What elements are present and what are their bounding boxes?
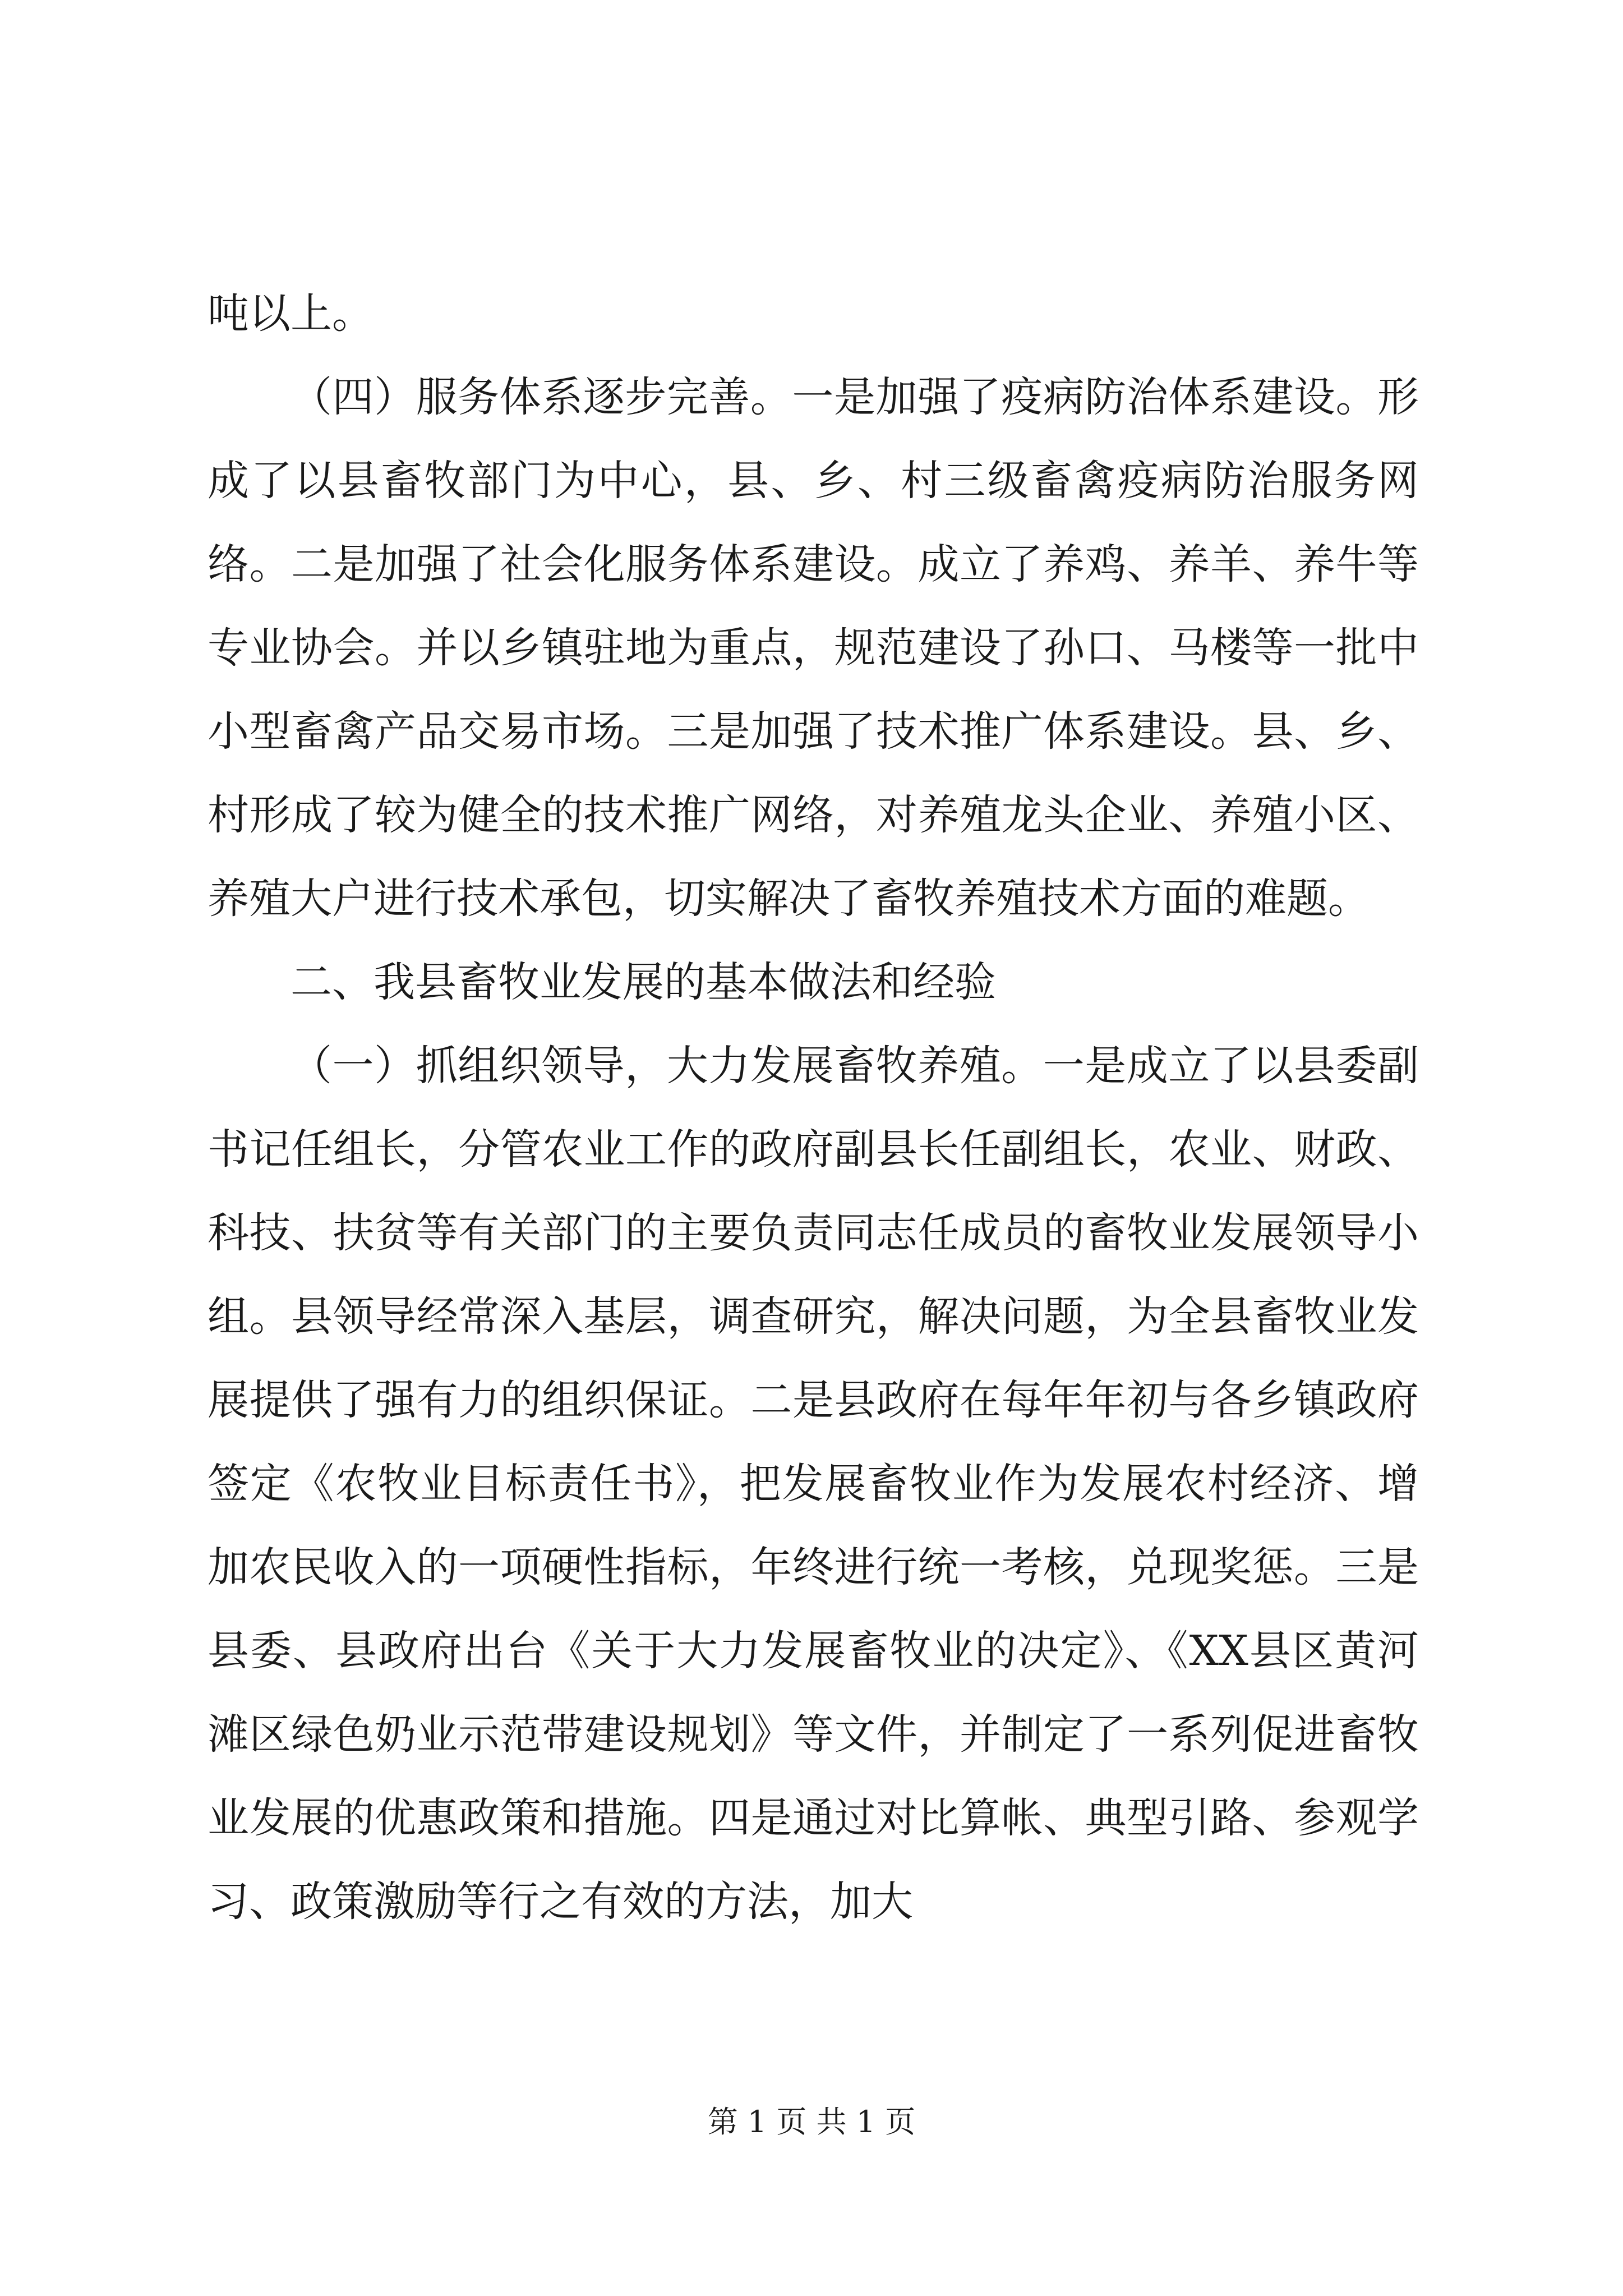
section-heading-practices: 二、我县畜牧业发展的基本做法和经验: [291, 958, 996, 1006]
paragraph-service-system: （四）服务体系逐步完善。一是加强了疫病防治体系建设。形成了以县畜牧部门为中心，县、乡、村三级畜禽疫病防治服务网络。二是加强了社会化服务体系建设。成立了养鸡、养羊、养牛等专业协会。并以乡镇驻地为重点，规范建设了孙口、马楼等一批中小型畜禽产品交易市场。三是加强了技术推广体系建设。县、乡、村形成了较为健全的技术推广网络，对养殖龙头企业、养殖小区、养殖大户进行技术承包，切实解决了畜牧养殖技术方面的难题。: [208, 373, 1419, 923]
paragraph-continuation: 吨以上。: [208, 289, 374, 338]
page-footer: 第 1 页 共 1 页: [707, 2104, 916, 2139]
paragraph-organization-leadership: （一）抓组织领导，大力发展畜牧养殖。一是成立了以县委副书记任组长，分管农业工作的政府副县长任副组长，农业、财政、科技、扶贫等有关部门的主要负责同志任成员的畜牧业发展领导小组。县领导经常深入基层，调查研究，解决问题，为全县畜牧业发展提供了强有力的组织保证。二是县政府在每年年初与各乡镇政府签定《农牧业目标责任书》，把发展畜牧业作为发展农村经济、增加农民收入的一项硬性指标，年终进行统一考核，兑现奖惩。三是县委、县政府出台《关于大力发展畜牧业的决定》、《XX县区黄河滩区绿色奶业示范带建设规划》等文件，并制定了一系列促进畜牧业发展的优惠政策和措施。四是通过对比算帐、典型引路、参观学习、政策激励等行之有效的方法，加大: [208, 1042, 1419, 1926]
body-text: [208, 272, 1419, 1944]
